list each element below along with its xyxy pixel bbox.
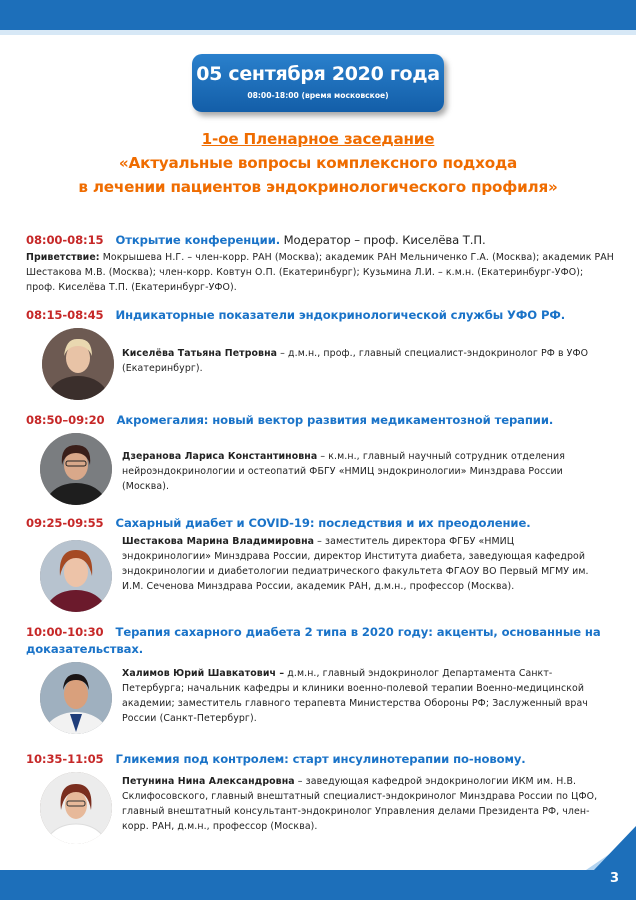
speaker-photo bbox=[40, 540, 112, 612]
agenda-item-6 bbox=[26, 751, 614, 768]
speaker-name: Шестакова Марина Владимировна bbox=[122, 536, 315, 547]
date-banner bbox=[192, 54, 444, 112]
agenda-topic: Терапия сахарного диабета 2 типа в 2020 году: акценты, основанные на доказательствах. bbox=[26, 625, 601, 656]
agenda-item-5 bbox=[26, 624, 614, 658]
page-number: 3 bbox=[610, 871, 620, 886]
moderator-text: Модератор – проф. Киселёва Т.П. bbox=[280, 233, 486, 247]
corner-decoration bbox=[594, 826, 636, 870]
speaker-bio: Дзеранова Лариса Константиновна – к.м.н., главный научный сотрудник отделения нейроэндокринологии и остеопатий ФБГУ «НМИЦ эндокринологии» Минздрава России (Москва). bbox=[122, 451, 565, 492]
agenda-topic: Индикаторные показатели эндокринологической службы УФО РФ. bbox=[115, 308, 566, 322]
agenda-time: 08:15-08:45 bbox=[26, 308, 104, 322]
top-bar-stripe bbox=[0, 30, 636, 35]
speaker-photo bbox=[40, 433, 112, 505]
speaker-photo bbox=[40, 662, 112, 734]
speaker-photo bbox=[40, 772, 112, 844]
speaker-photo bbox=[42, 328, 114, 400]
agenda-time: 09:25-09:55 bbox=[26, 516, 104, 530]
agenda-topic: Акромегалия: новый вектор развития медикаментозной терапии. bbox=[116, 413, 554, 427]
session-subtitle-line-2: в лечении пациентов эндокринологического профиля» bbox=[78, 178, 558, 196]
agenda-topic: Открытие конференции. bbox=[115, 233, 281, 247]
agenda-time: 10:00-10:30 bbox=[26, 625, 104, 639]
greeting-text: Приветствие: Мокрышева Н.Г. – член-корр. РАН (Москва); академик РАН Мельниченко Г.А. (Москва); академик РАН Шестакова М.В. (Москва); член-корр. Ковтун О.П. (Екатеринбург); Кузьмина Л.И. – к.м.н. (Екатеринбург-УФО); проф. Киселёва Т.П. (Екатеринбург-УФО). bbox=[26, 252, 614, 293]
agenda-time: 08:00-08:15 bbox=[26, 233, 104, 247]
agenda-item-4 bbox=[26, 515, 614, 532]
agenda-topic: Сахарный диабет и COVID-19: последствия и их преодоление. bbox=[115, 516, 531, 530]
event-date: 05 сентября 2020 года bbox=[196, 63, 440, 85]
speaker-name: Киселёва Татьяна Петровна bbox=[122, 348, 278, 359]
agenda-topic: Гликемия под контролем: старт инсулинотерапии по-новому. bbox=[115, 752, 526, 766]
speaker-name: Дзеранова Лариса Константиновна bbox=[122, 451, 318, 462]
speaker-bio: Петунина Нина Александровна – заведующая кафедрой эндокринологии ИКМ им. Н.В. Склифосовского, главный внештатный специалист-эндокринолог Минздрава России по ЦФО, главный внештатный консультант-эндокринолог Управления делами Президента РФ, член-корр. РАН, д.м.н., профессор (Москва). bbox=[122, 776, 598, 832]
session-subtitle-line-1: «Актуальные вопросы комплексного подхода bbox=[118, 154, 518, 172]
speaker-bio: Халимов Юрий Шавкатович – д.м.н., главный эндокринолог Департамента Санкт-Петербурга; начальник кафедры и клиники военно-полевой терапии Военно-медицинской академии; заместитель главного терапевта Министерства Обороны РФ; Заслуженный врач России (Санкт-Петербург). bbox=[122, 668, 588, 724]
agenda-item-1 bbox=[26, 232, 614, 295]
event-time: 08:00-18:00 (время московское) bbox=[247, 91, 389, 100]
speaker-name: Петунина Нина Александровна bbox=[122, 776, 295, 787]
session-title: 1-ое Пленарное заседание bbox=[201, 130, 435, 148]
speaker-bio: Киселёва Татьяна Петровна – д.м.н., проф., главный специалист-эндокринолог РФ в УФО (Екатеринбург). bbox=[122, 348, 589, 374]
speaker-name: Халимов Юрий Шавкатович – bbox=[122, 668, 285, 679]
agenda-time: 10:35-11:05 bbox=[26, 752, 104, 766]
top-bar bbox=[0, 0, 636, 30]
agenda-item-2 bbox=[26, 307, 614, 324]
speaker-bio: Шестакова Марина Владимировна – заместитель директора ФГБУ «НМИЦ эндокринологии» Минздрава России, директор Института диабета, заведующая кафедрой эндокринологии и диабетологии педиатрического факультета ФГАОУ ВО Первый МГМУ им. И.М. Сеченова Минздрава России, академик РАН, д.м.н., профессор (Москва). bbox=[122, 536, 589, 592]
agenda-item-3 bbox=[26, 412, 614, 429]
bottom-bar bbox=[0, 870, 636, 900]
agenda-time: 08:50–09:20 bbox=[26, 413, 105, 427]
